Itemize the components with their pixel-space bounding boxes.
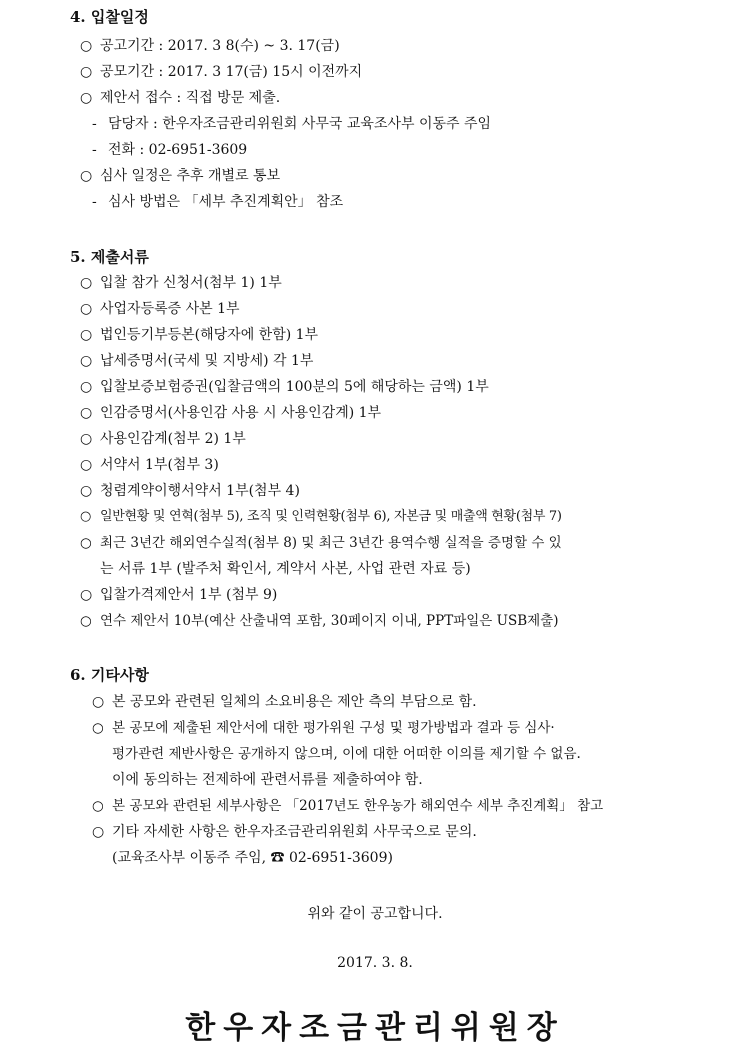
list-item: ○ 공모기간 : 2017. 3 17(금) 15시 이전까지 [80,64,363,80]
closing-statement: 위와 같이 공고합니다. [307,906,443,922]
list-item: ○ 제안서 접수 : 직접 방문 제출. [80,90,281,106]
list-item: ○ 본 공모와 관련된 세부사항은 「2017년도 한우농가 해외연수 세부 추진계획」 참고 [92,798,604,814]
list-item: ○ 청렴계약이행서약서 1부(첨부 4) [80,483,300,499]
announcement-date: 2017. 3. 8. [337,955,413,971]
section-4-heading: 4. 입찰일정 [70,8,149,26]
list-item: ○ 일반현황 및 연혁(첨부 5), 조직 및 인력현황(첨부 6), 자본금 및 매출액 현황(첨부 7) [80,509,562,524]
list-item: - 담당자 : 한우자조금관리위원회 사무국 교육조사부 이동주 주임 [92,116,492,132]
signature: 한우자조금관리위원장 [185,1010,565,1046]
list-item: ○ 기타 자세한 사항은 한우자조금관리위원회 사무국으로 문의. [92,824,477,840]
section-6-heading: 6. 기타사항 [70,666,149,684]
list-item: ○ 최근 3년간 해외연수실적(첨부 8) 및 최근 3년간 용역수행 실적을 증명할 수 있 [80,535,562,551]
list-item: ○ 본 공모와 관련된 일체의 소요비용은 제안 측의 부담으로 함. [92,694,477,710]
list-item: ○ 입찰 참가 신청서(첨부 1) 1부 [80,275,282,291]
list-item: ○ 서약서 1부(첨부 3) [80,457,219,473]
list-item: ○ 입찰보증보험증권(입찰금액의 100분의 5에 해당하는 금액) 1부 [80,379,489,395]
list-item: ○ 공고기간 : 2017. 3 8(수) ~ 3. 17(금) [80,38,340,54]
list-item: ○ 사업자등록증 사본 1부 [80,301,240,317]
list-item: ○ 연수 제안서 10부(예산 산출내역 포함, 30페이지 이내, PPT파일은 USB제출) [80,613,559,629]
list-item: ○ 법인등기부등본(해당자에 한함) 1부 [80,327,319,343]
list-item-continuation: 는 서류 1부 (발주처 확인서, 계약서 사본, 사업 관련 자료 등) [100,561,471,577]
list-item: ○ 심사 일정은 추후 개별로 통보 [80,168,281,184]
list-item-continuation: 이에 동의하는 전제하에 관련서류를 제출하여야 함. [112,772,423,788]
list-item: ○ 입찰가격제안서 1부 (첨부 9) [80,587,278,603]
list-item-continuation: (교육조사부 이동주 주임, ☎ 02-6951-3609) [112,850,393,866]
list-item: - 심사 방법은 「세부 추진계획안」 참조 [92,194,344,210]
section-5-heading: 5. 제출서류 [70,248,149,266]
list-item: - 전화 : 02-6951-3609 [92,142,248,158]
list-item: ○ 본 공모에 제출된 제안서에 대한 평가위원 구성 및 평가방법과 결과 등 심사· [92,720,555,736]
list-item: ○ 납세증명서(국세 및 지방세) 각 1부 [80,353,314,369]
list-item: ○ 사용인감계(첨부 2) 1부 [80,431,246,447]
list-item-continuation: 평가관련 제반사항은 공개하지 않으며, 이에 대한 어떠한 이의를 제기할 수 없음. [112,746,581,762]
list-item: ○ 인감증명서(사용인감 사용 시 사용인감계) 1부 [80,405,382,421]
